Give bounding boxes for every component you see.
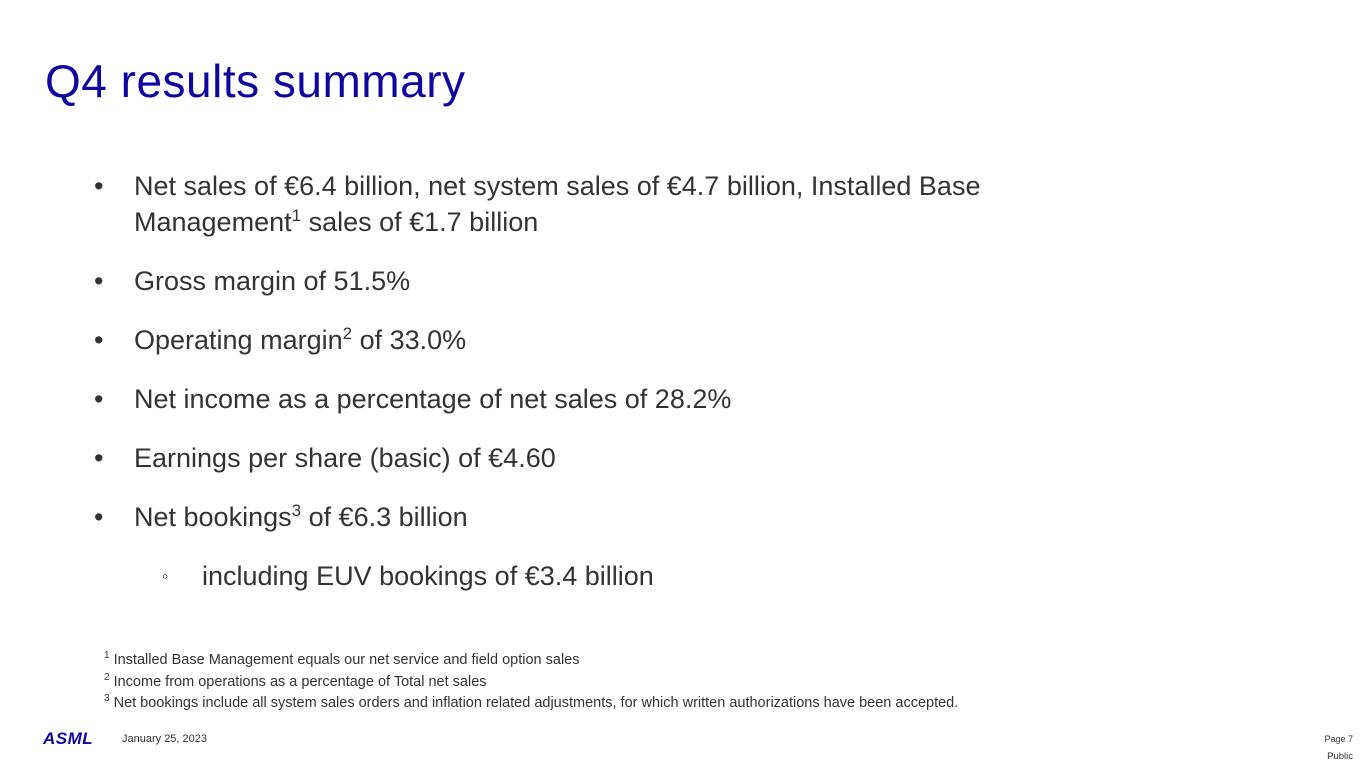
sub-bullet-glyph: ◦ xyxy=(162,566,169,586)
footnote: $^2$ Income from operations as a percentage of Total net sales xyxy=(104,671,487,690)
bullet-item: • Operating margin$^2$ of 33.0% xyxy=(94,322,1194,358)
bullet-list xyxy=(94,168,1194,594)
bullet-glyph: • xyxy=(94,502,104,532)
bullet-item: • Earnings per share (basic) of €4.60 xyxy=(94,440,1194,476)
slide-title: Q4 results summary xyxy=(45,55,466,107)
bullet-glyph: • xyxy=(94,384,104,414)
sub-bullet-item: ◦ including EUV bookings of €3.4 billion xyxy=(94,558,1194,594)
bullet-item: • Net sales of €6.4 billion, net system sales of €4.7 billion, Installed Base Management$^1$ sales of €1.7 billion xyxy=(94,168,1194,240)
page-number: Page 7 xyxy=(1324,734,1353,744)
bullet-item: • Gross margin of 51.5% xyxy=(94,263,1194,299)
footnote: $^1$ Installed Base Management equals our net service and field option sales xyxy=(104,650,580,668)
footnote: $^3$ Net bookings include all system sales orders and inflation related adjustments, for which written authorizations have been accepted. xyxy=(104,693,959,711)
bullet-glyph: • xyxy=(94,171,104,201)
bullet-glyph: • xyxy=(94,443,104,473)
classification-label: Public xyxy=(1327,751,1353,762)
bullet-item: • Net bookings$^3$ of €6.3 billion xyxy=(94,499,1194,535)
footnotes xyxy=(104,650,958,715)
bullet-item: • Net income as a percentage of net sales of 28.2% xyxy=(94,381,1194,417)
bullet-glyph: • xyxy=(94,266,104,296)
footer-date: January 25, 2023 xyxy=(122,733,208,745)
bullet-glyph: • xyxy=(94,325,104,355)
asml-logo: ASML xyxy=(43,729,94,748)
